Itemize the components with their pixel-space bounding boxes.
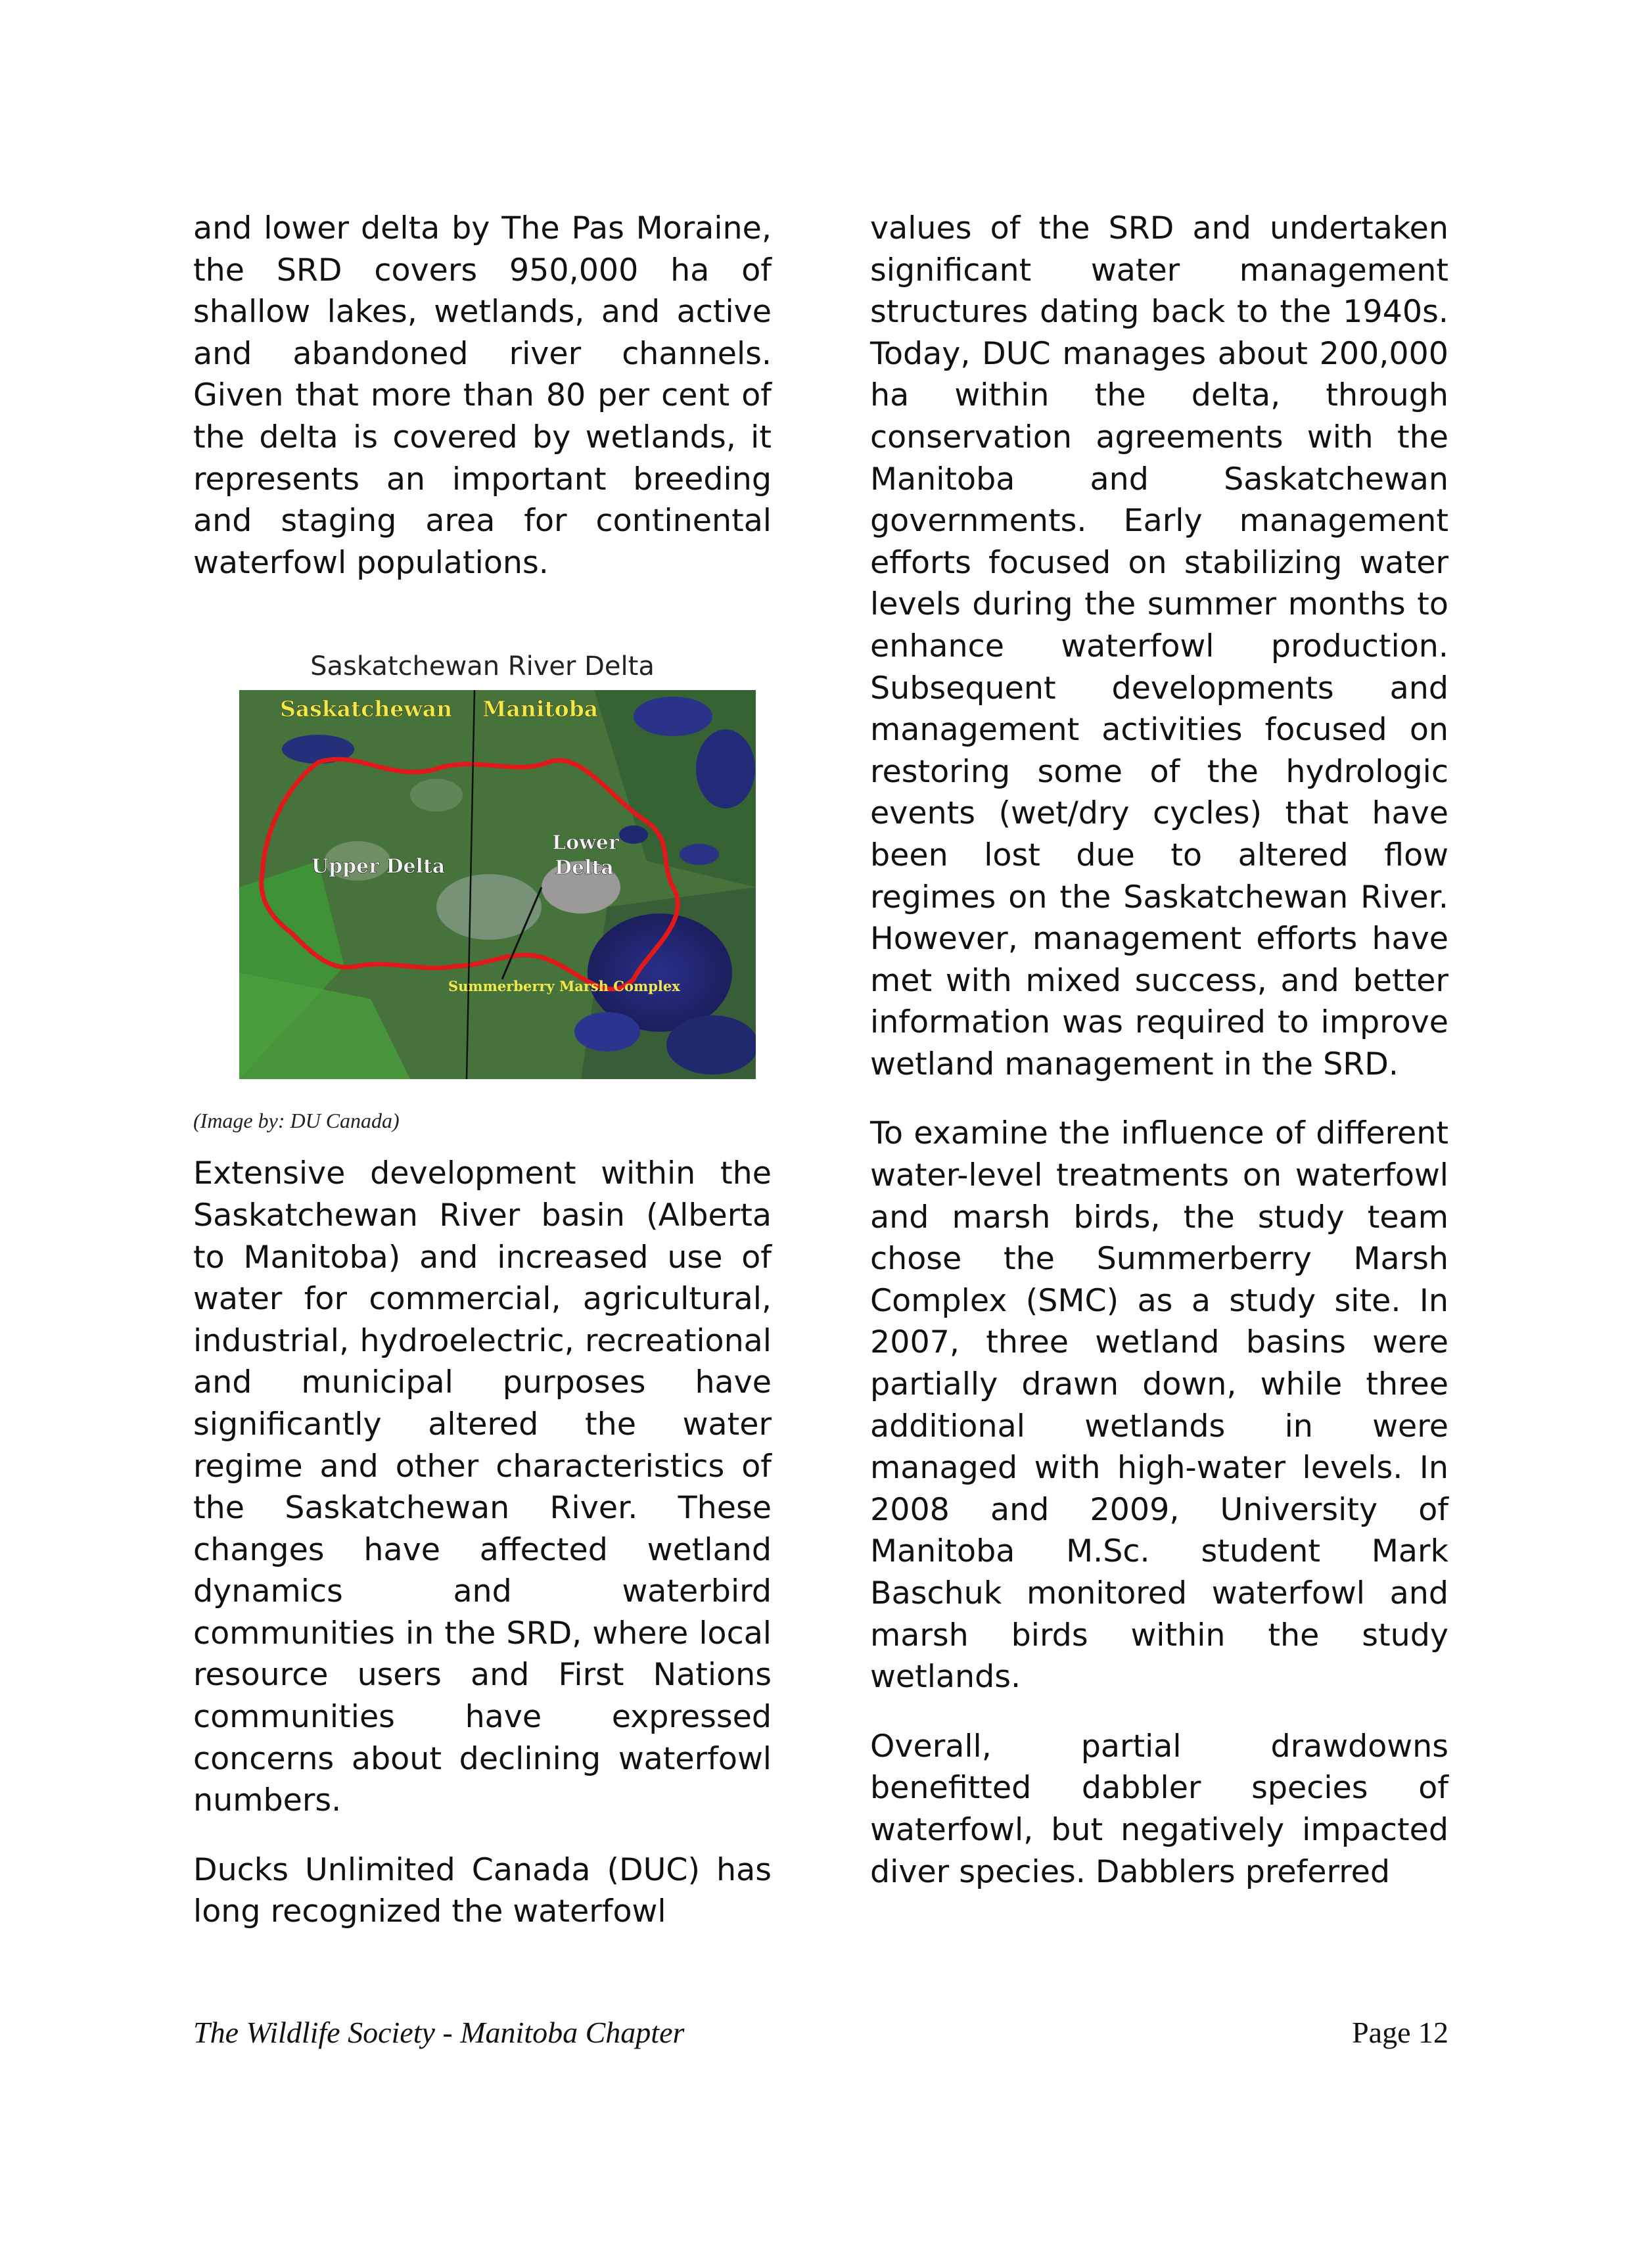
left-paragraph-3: Ducks Unlimited Canada (DUC) has long recognized the waterfowl <box>193 1851 772 1930</box>
delta-satellite-map <box>239 690 756 1079</box>
right-paragraph-1: values of the SRD and undertaken significant water management structures dating back to the 1940s. Today, DUC manages about 200,000 ha within the delta, through conservation agreements with the Manitoba and Saskatchewan governments. Early management efforts focused on stabilizing water levels during the summer months to enhance waterfowl production. Subsequent developments and management activities focused on restoring some of the hydrologic events (wet/dry cycles) that have been lost due to altered flow regimes on the Saskatchewan River. However, management efforts have met with mixed success, and better information was required to improve wetland management in the SRD. <box>870 210 1448 1082</box>
figure-credit: (Image by: DU Canada) <box>193 1109 400 1133</box>
left-column <box>193 208 772 1933</box>
right-paragraph-3: Overall, partial drawdowns benefitted dabbler species of waterfowl, but negatively impacted diver species. Dabblers preferred <box>870 1728 1448 1890</box>
left-paragraph-2: Extensive development within the Saskatchewan River basin (Alberta to Manitoba) and increased use of water for commercial, agricultural, industrial, hydroelectric, recreational and municipal purposes have significantly altered the water regime and other characteristics of the Saskatchewan River. These changes have affected wetland dynamics and waterbird communities in the SRD, where local resource users and First Nations communities have expressed concerns about declining waterfowl numbers. <box>193 1155 772 1819</box>
figure-title: Saskatchewan River Delta <box>310 651 655 682</box>
map-label-lower: Lower <box>552 831 619 855</box>
footer-publication: The Wildlife Society - Manitoba Chapter <box>193 2016 685 2049</box>
map-label-manitoba: Manitoba <box>482 696 599 722</box>
footer-page-number: Page 12 <box>1352 2016 1448 2049</box>
right-paragraph-2: To examine the influence of different water-level treatments on waterfowl and marsh birds, the study team chose the Summerberry Marsh Complex (SMC) as a study site. In 2007, three wetland basins were partially drawn down, while three additional wetlands in were managed with high-water levels. In 2008 and 2009, University of Manitoba M.Sc. student Mark Baschuk monitored waterfowl and marsh birds within the study wetlands. <box>870 1115 1448 1696</box>
map-label-upper-delta: Upper Delta <box>312 855 446 879</box>
map-figure <box>193 651 772 1133</box>
right-column <box>870 208 1448 1893</box>
map-label-saskatchewan: Saskatchewan <box>280 696 453 722</box>
map-label-delta: Delta <box>555 856 614 880</box>
map-label-summerberry: Summerberry Marsh Complex <box>448 978 680 995</box>
left-paragraph-1: and lower delta by The Pas Moraine, the SRD covers 950,000 ha of shallow lakes, wetlands, and active and abandoned river channels. Given that more than 80 per cent of the delta is covered by wetlands, it represents an important breeding and staging area for continental waterfowl populations. <box>193 210 772 581</box>
